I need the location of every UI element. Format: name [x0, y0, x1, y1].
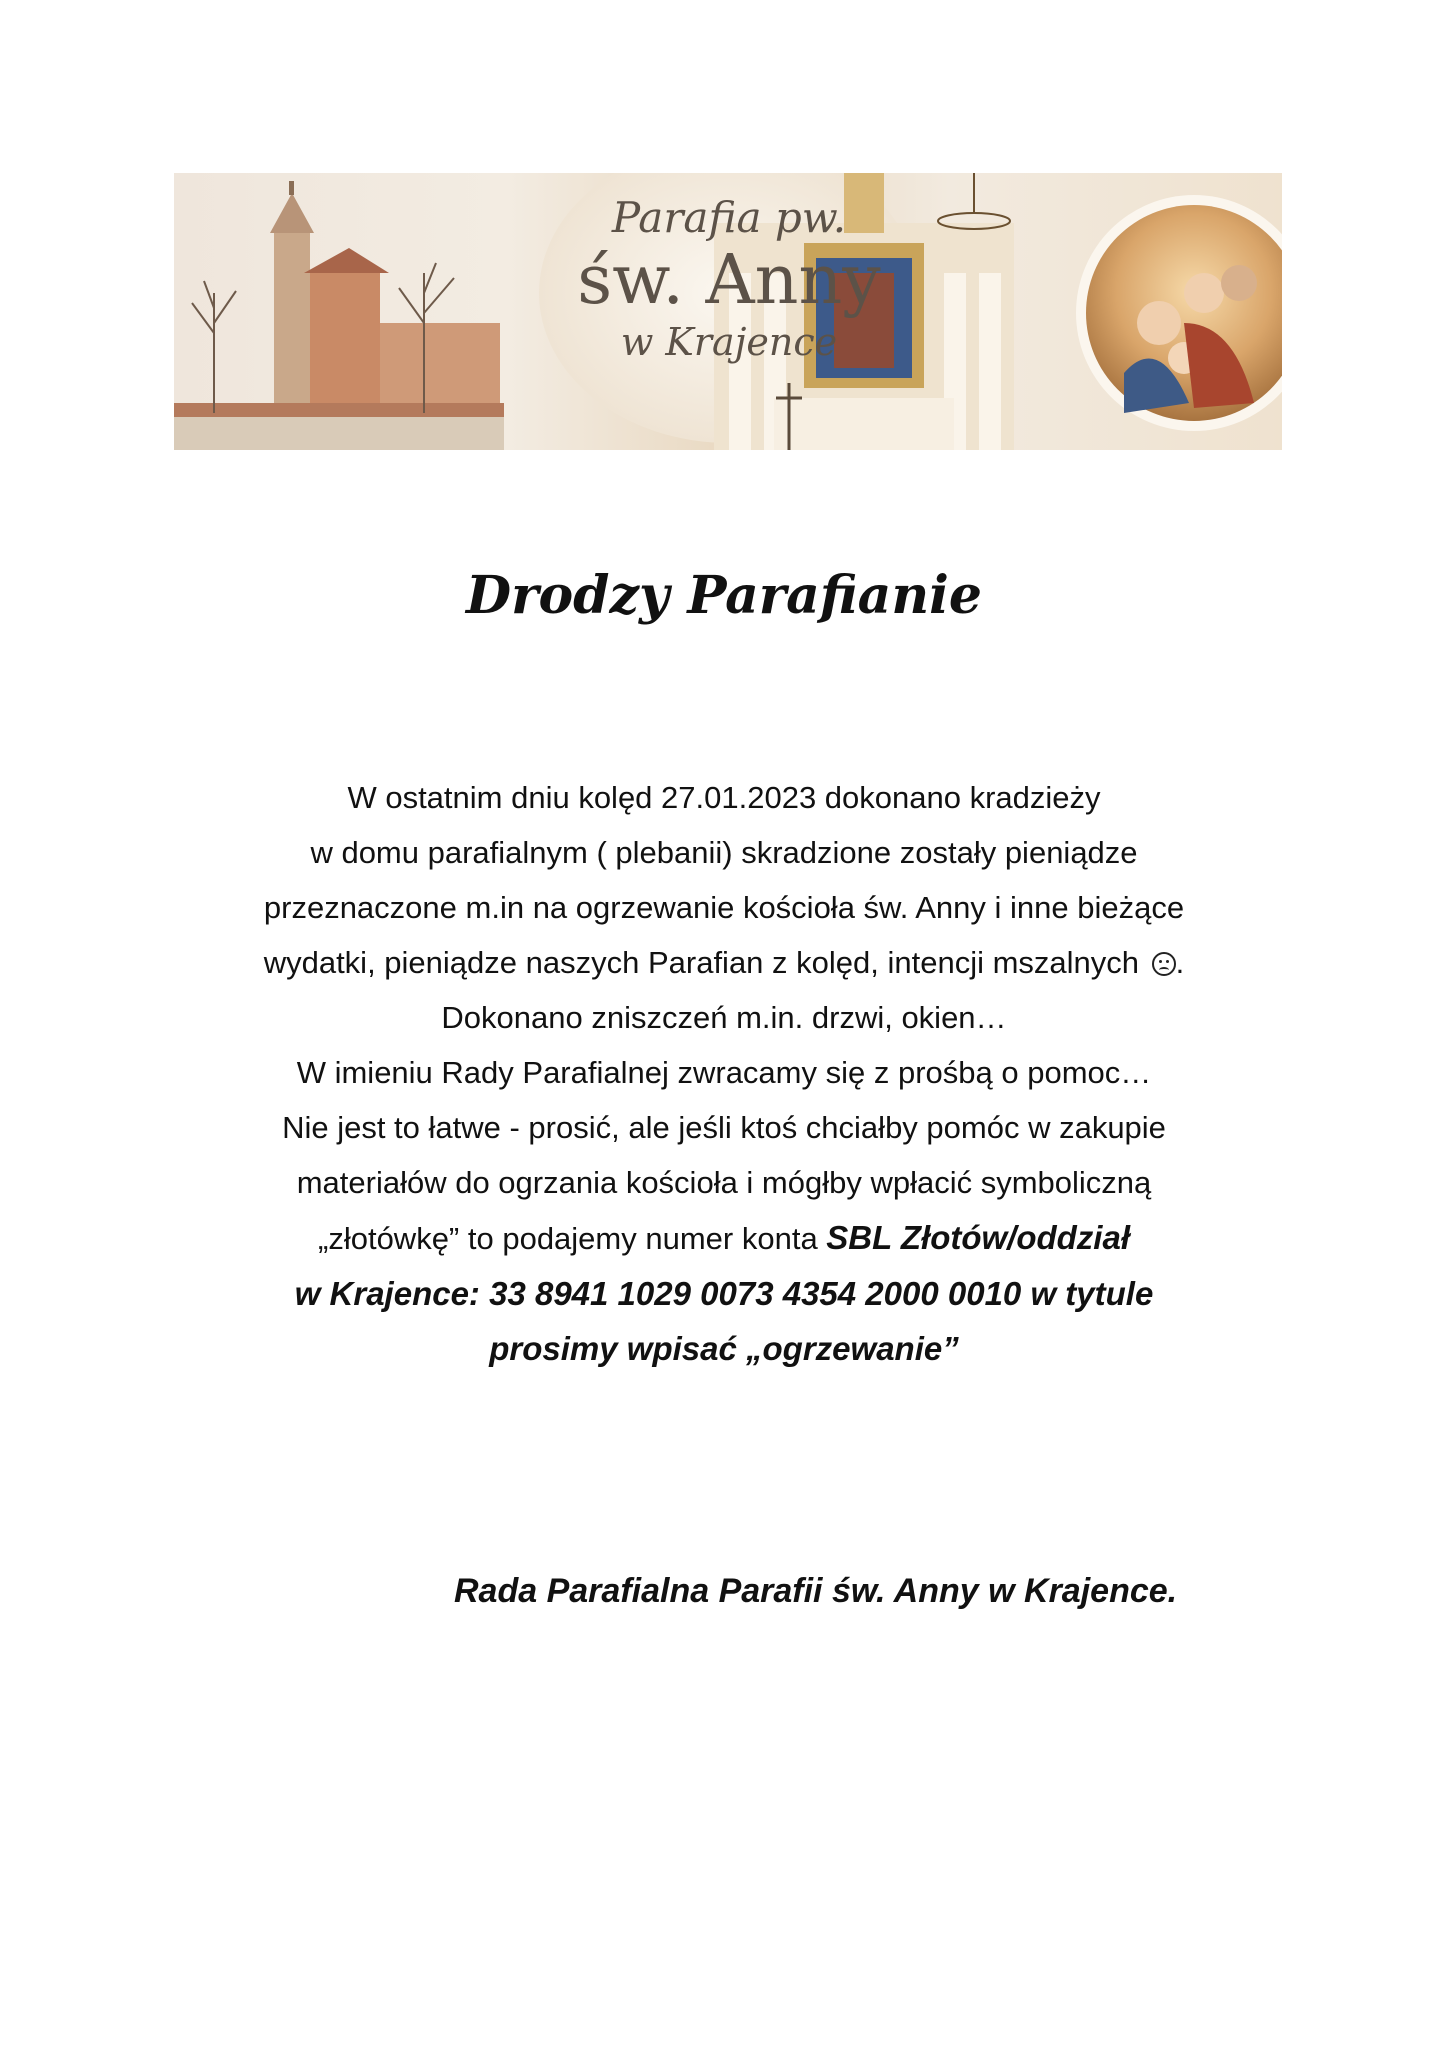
body-line-8: materiałów do ogrzania kościoła i mógłby wpłacić symboliczną [296, 1165, 1152, 1200]
banner-line-1: Parafia pw. [611, 193, 847, 242]
body-line-9-text: „złotówkę” to podajemy numer konta [318, 1221, 827, 1256]
body-line-1: W ostatnim dniu kolęd 27.01.2023 dokonano kradzieży [347, 780, 1101, 815]
signature: Rada Parafialna Parafii św. Anny w Krajence. [454, 1572, 1178, 1610]
body-line-5: Dokonano zniszczeń m.in. drzwi, okien… [441, 1000, 1007, 1035]
body-line-9 [150, 1210, 1298, 1266]
body-line-3: przeznaczone m.in na ogrzewanie kościoła św. Anny i inne bieżące [263, 890, 1185, 925]
parish-banner [174, 173, 1282, 450]
body-line-2: w domu parafialnym ( plebanii) skradzione zostały pieniądze [310, 835, 1138, 870]
letter-heading: Drodzy Parafianie [465, 565, 982, 626]
banner-title [564, 183, 894, 364]
body-line-7: Nie jest to łatwe - prosić, ale jeśli ktoś chciałby pomóc w zakupie [282, 1110, 1166, 1145]
letter-body [150, 770, 1298, 1376]
account-number-line: w Krajence: 33 8941 1029 0073 4354 2000 0010 w tytule [294, 1275, 1154, 1312]
sad-face-icon [1152, 952, 1176, 976]
body-line-4-text: wydatki, pieniądze naszych Parafian z kolęd, intencji mszalnych [263, 945, 1140, 980]
transfer-title-line: prosimy wpisać „ogrzewanie” [489, 1330, 959, 1367]
banner-line-2: św. Anny [577, 241, 881, 320]
banner-line-3: w Krajence [620, 320, 838, 364]
body-line-4 [150, 935, 1298, 990]
bank-name: SBL Złotów/oddział [826, 1219, 1130, 1256]
holy-family-medallion [1076, 195, 1282, 431]
body-line-6: W imieniu Rady Parafialnej zwracamy się z prośbą o pomoc… [296, 1055, 1152, 1090]
body-line-4-suffix: . [1175, 945, 1185, 980]
church-illustration [174, 181, 504, 450]
